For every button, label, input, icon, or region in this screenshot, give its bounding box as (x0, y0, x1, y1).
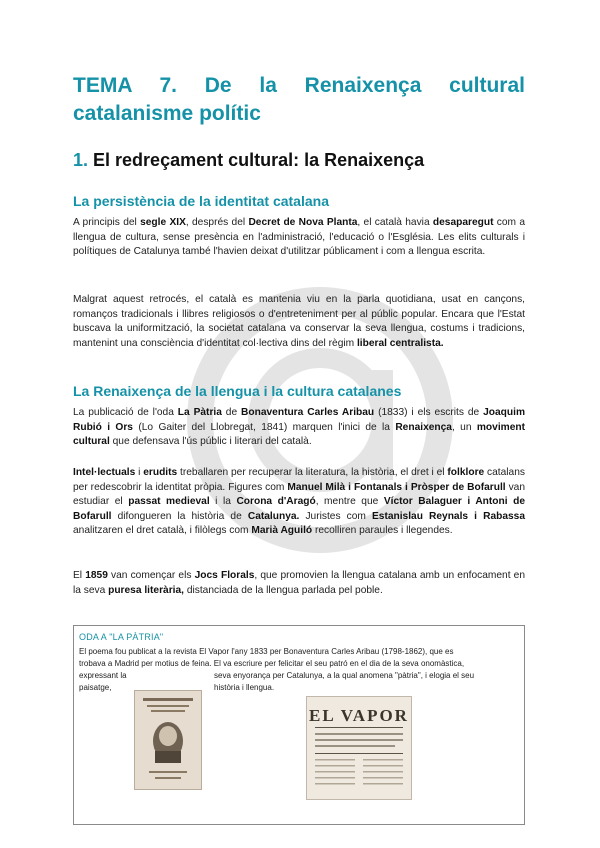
bold-term: segle XIX (140, 217, 186, 228)
bold-term: Víctor Balaguer i Antoni de Bofarull (73, 496, 525, 522)
bold-term: Catalunya. (247, 510, 300, 522)
paragraph-identity-2: Malgrat aquest retrocés, el català es mantenia viu en la parla quotidiana, usat en cançons, romanços tradicionals i llibres religiosos o d'entreteniment per al públic popular. Encara que l'Estat buscava la uniformització, la societat catalana va conservar la seva llengua, costums i tradicions, mantenint una consciència d'identitat col·lectiva dins del règim liberal centralista. (73, 294, 525, 349)
page-title-continued: catalanisme polític (73, 102, 261, 125)
bold-term: desaparegut (432, 217, 494, 228)
bold-term: Jocs Florals (194, 570, 255, 581)
subsection-heading-identity: La persistència de la identitat catalana (73, 193, 329, 209)
page-title: TEMA 7. De la Renaixença cultural (73, 74, 525, 97)
info-box-title: ODA A "LA PÀTRIA" (79, 632, 164, 642)
bold-term: puresa literària, (108, 584, 184, 596)
info-box-oda (73, 625, 525, 825)
book-cover-image (134, 690, 202, 790)
paragraph-renaixenca-3: El 1859 van començar els Jocs Florals, que promovien la llengua catalana amb un enfocament en la seva puresa literària, distanciada de la llengua parlada pel poble. (73, 570, 526, 596)
info-box-line: seva enyorança per Catalunya, a la qual anomena "pàtria", i elogia el seu (214, 671, 475, 680)
bold-term: Renaixença (395, 421, 452, 433)
bold-term: Joaquim Rubió i Ors (73, 407, 525, 433)
bold-term: liberal centralista. (356, 337, 444, 349)
section-number: 1. (73, 150, 89, 170)
bold-term: Intel·lectuals (73, 467, 136, 478)
bold-term: passat medieval (128, 496, 210, 508)
section-heading (73, 148, 424, 172)
svg-text:EL VAPOR: EL VAPOR (309, 706, 409, 725)
newspaper-illustration (307, 697, 411, 799)
bold-term: La Pàtria (177, 407, 222, 418)
bold-term: Manuel Milà i Fontanals i Pròsper de Bofarull (287, 481, 506, 493)
bold-term: Marià Aguiló (251, 525, 313, 537)
bold-term: erudits (143, 467, 178, 478)
paragraph-renaixenca-2: Intel·lectuals i erudits treballaren per recuperar la literatura, la història, el dret i el folklore catalans per redescobrir la identitat pròpia. Figures com Manuel Milà i Fontanals i Pròsper de Bofarull van estudiar el passat medieval i la Corona d'Aragó, mentre que Víctor Balaguer i Antoni de Bofarull difongueren la història de Catalunya. Juristes com Estanislau Reynals i Rabassa analitzaren el dret català, i filòlegs com Marià Aguiló recolliren paraules i llegendes. (73, 467, 526, 537)
paragraph-identity-1: A principis del segle XIX, després del Decret de Nova Planta, el català havia desaparegut com a llengua de cultura, sense presència en l'administració, l'educació o l'Església. Les elits culturals i polítiques de Catalunya també l'havien deixat d'utilitzar públicament i com a llengua escrita. (73, 217, 526, 258)
bold-term: moviment cultural (73, 421, 525, 448)
bold-term: Bonaventura Carles Aribau (241, 407, 375, 418)
newspaper-image (306, 696, 412, 800)
paragraph-renaixenca-1: La publicació de l'oda La Pàtria de Bonaventura Carles Aribau (1833) i els escrits de Joaquim Rubió i Ors (Lo Gaiter del Llobregat, 1841) marquen l'inici de la Renaixença, un moviment cultural que defensava l'ús públic i literari del català. (73, 407, 525, 448)
book-cover-illustration (135, 691, 201, 789)
bold-term: Decret de Nova Planta (248, 217, 358, 228)
info-box-line: expressant la (79, 671, 127, 680)
info-box-line: trobava a Madrid per motius de feina. El va escriure per felicitar el seu patró en el dia de la seva onomàstica, (79, 659, 465, 668)
subsection-heading-renaixenca: La Renaixença de la llengua i la cultura catalanes (73, 383, 402, 399)
bold-term: Estanislau Reynals i Rabassa (371, 510, 526, 522)
info-box-line: paisatge, (79, 683, 112, 692)
info-box-line: història i llengua. (214, 683, 275, 692)
info-box-line: El poema fou publicat a la revista El Vapor l'any 1833 per Bonaventura Carles Aribau (1798-1862), que es (79, 647, 454, 656)
bold-term: 1859 (85, 570, 108, 581)
bold-term: folklore (447, 467, 485, 478)
bold-term: Corona d'Aragó (236, 496, 316, 508)
section-title: El redreçament cultural: la Renaixença (93, 150, 425, 170)
